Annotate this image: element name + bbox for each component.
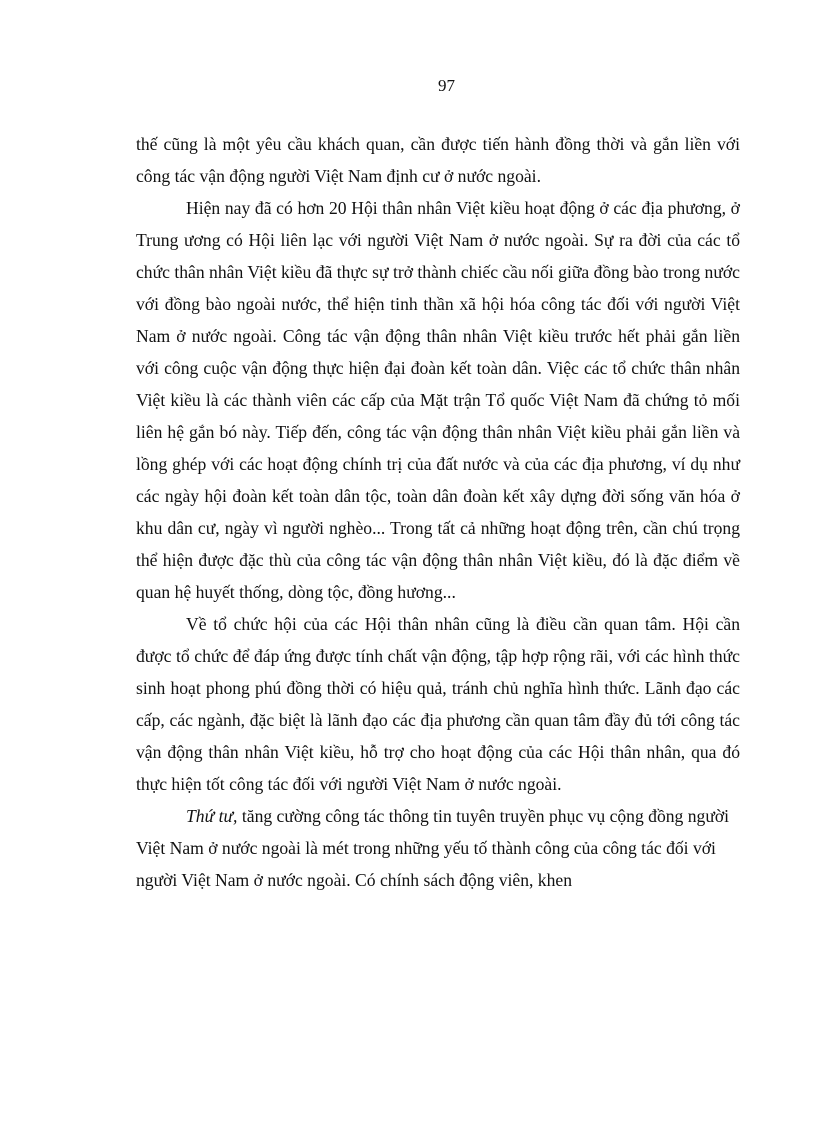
paragraph-1: thế cũng là một yêu cầu khách quan, cần được tiến hành đồng thời và gắn liền với công tác vận động người Việt Nam định cư ở nước ngoài. xyxy=(136,134,740,186)
paragraph-3: Về tổ chức hội của các Hội thân nhân cũng là điều cần quan tâm. Hội cần được tổ chức để đáp ứng được tính chất vận động, tập hợp rộng rãi, với các hình thức sinh hoạt phong phú đồng thời có hiệu quả, tránh chủ nghĩa hình thức. Lãnh đạo các cấp, các ngành, đặc biệt là lãnh đạo các địa phương cần quan tâm đầy đủ tới công tác vận động thân nhân Việt kiều, hỗ trợ cho hoạt động của các Hội thân nhân, qua đó thực hiện tốt công tác đối với người Việt Nam ở nước ngoài. xyxy=(136,614,740,794)
page-number: 97 xyxy=(438,76,455,95)
paragraph-4 xyxy=(136,800,740,896)
paragraph-2: Hiện nay đã có hơn 20 Hội thân nhân Việt kiều hoạt động ở các địa phương, ở Trung ương có Hội liên lạc với người Việt Nam ở nước ngoài. Sự ra đời của các tổ chức thân nhân Việt kiều đã thực sự trở thành chiếc cầu nối giữa đồng bào trong nước với đồng bào ngoài nước, thể hiện tinh thần xã hội hóa công tác đối với người Việt Nam ở nước ngoài. Công tác vận động thân nhân Việt kiều trước hết phải gắn liền với công cuộc vận động thực hiện đại đoàn kết toàn dân. Việc các tổ chức thân nhân Việt kiều là các thành viên các cấp của Mặt trận Tổ quốc Việt Nam đã chứng tỏ mối liên hệ gắn bó này. Tiếp đến, công tác vận động thân nhân Việt kiều phải gắn liền và lồng ghép với các hoạt động chính trị của đất nước và của các địa phương, ví dụ như các ngày hội đoàn kết toàn dân tộc, toàn dân đoàn kết xây dựng đời sống văn hóa ở khu dân cư, ngày vì người nghèo... Trong tất cả những hoạt động trên, cần chú trọng thể hiện được đặc thù của công tác vận động thân nhân Việt kiều, đó là đặc điểm về quan hệ huyết thống, dòng tộc, đồng hương... xyxy=(136,198,740,602)
paragraph-4-body: tăng cường công tác thông tin tuyên truyền phục vụ cộng đồng người Việt Nam ở nước ngoài là mét trong những yếu tố thành công của công tác đối với người Việt Nam ở nước ngoài. Có chính sách động viên, khen xyxy=(136,806,730,890)
paragraph-4-lead: Thứ tư, xyxy=(186,806,238,826)
document-body xyxy=(136,128,740,896)
